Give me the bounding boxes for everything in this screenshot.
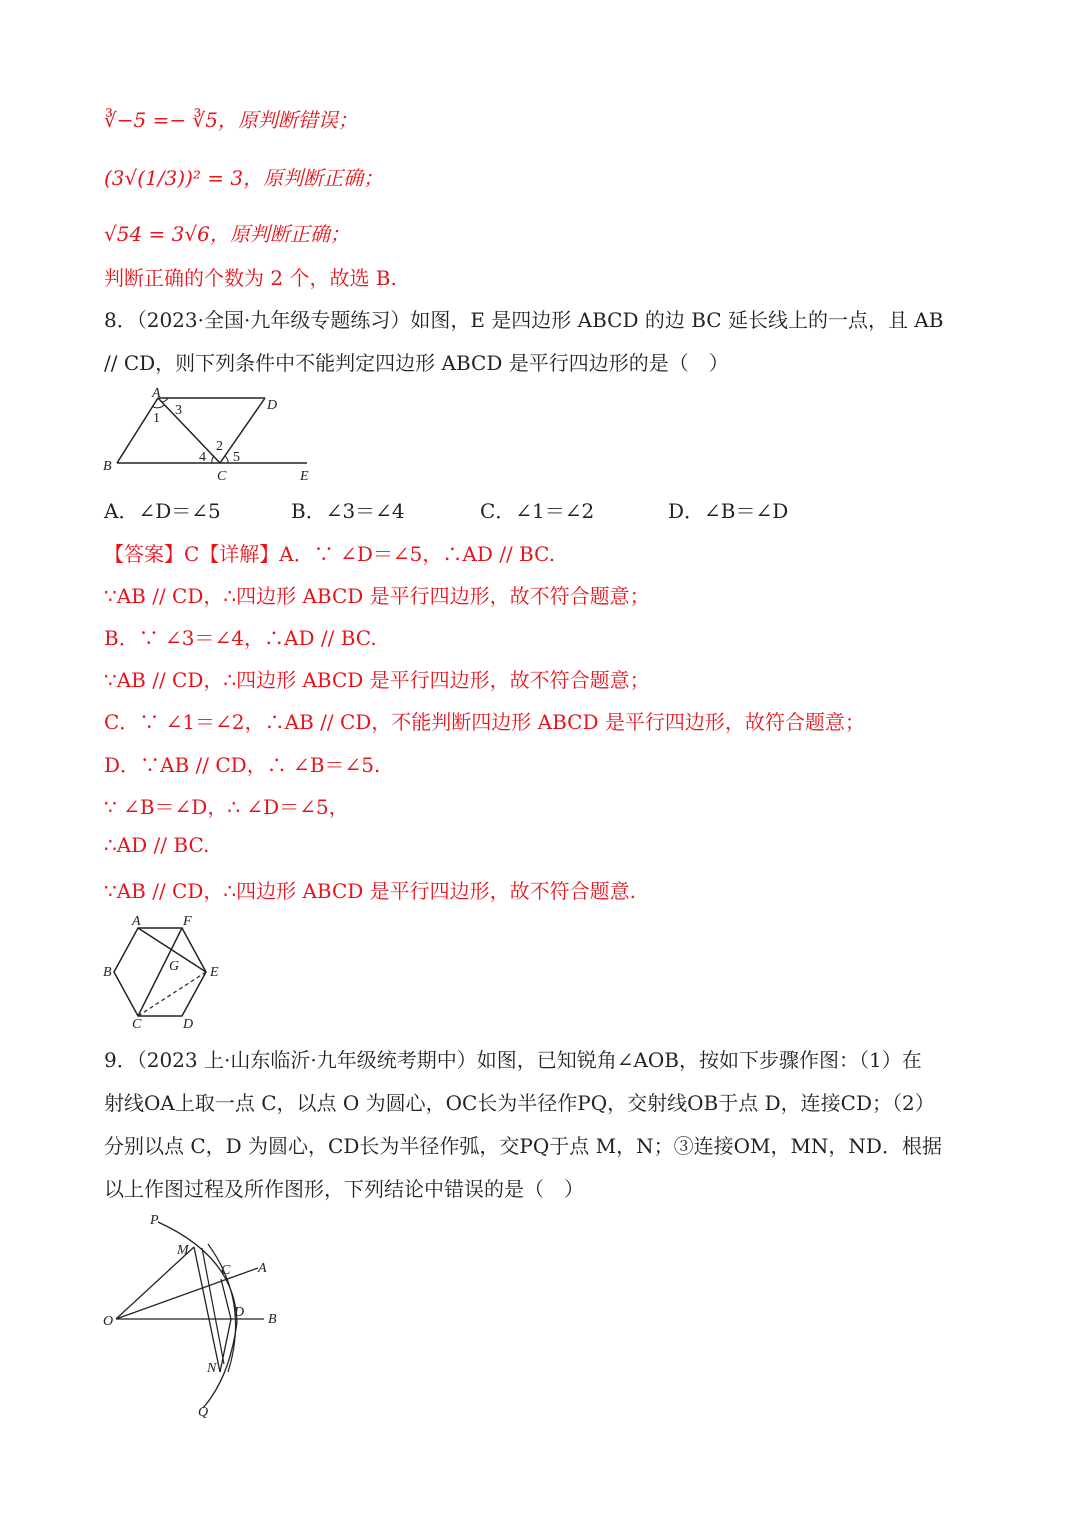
q9-label-b: B [268, 1312, 277, 1327]
prev-solution-conclusion: 判断正确的个数为 2 个，故选 B. [104, 266, 397, 290]
q8-line-ab [117, 398, 158, 463]
q9-label-n: N [207, 1361, 217, 1376]
q8-label-d: D [267, 398, 278, 413]
q8-angle-3: 3 [175, 403, 182, 418]
q9-construction-figure [100, 1212, 300, 1422]
q8-label-b: B [103, 459, 112, 474]
q8-option-b[interactable]: B．∠3＝∠4 [291, 499, 405, 523]
hex-label-d: D [183, 1017, 194, 1032]
hex-label-e: E [210, 965, 219, 980]
q8-label-a: A [152, 386, 161, 401]
q8-label-c: C [217, 469, 227, 484]
q8-answer-line-7: ∵ ∠B＝∠D，∴ ∠D＝∠5， [104, 795, 349, 819]
q8-angle-2: 2 [216, 439, 223, 454]
q8-angle-1: 1 [153, 411, 160, 426]
q8-stem-line-1: 8．（2023·全国·九年级专题练习）如图，E 是四边形 ABCD 的边 BC 延长线上的一点，且 AB [104, 308, 944, 332]
q9-arc-pq [158, 1222, 237, 1408]
hex-label-b: B [103, 965, 112, 980]
hex-label-g: G [169, 959, 180, 974]
q9-label-q: Q [198, 1405, 209, 1420]
q8-angle-5: 5 [233, 450, 240, 465]
q8-answer-line-6: D．∵AB // CD，∴ ∠B＝∠5. [104, 753, 381, 777]
q8-answer-line-3: B．∵ ∠3＝∠4，∴AD // BC. [104, 626, 377, 650]
q9-stem-line-3: 分别以点 C，D 为圆心，CD长为半径作弧，交PQ于点 M，N；③连接OM，MN，ND．根据 [104, 1134, 942, 1158]
q8-option-d[interactable]: D．∠B＝∠D [668, 499, 789, 523]
q8-answer-line-4: ∵AB // CD，∴四边形 ABCD 是平行四边形，故不符合题意； [104, 668, 650, 692]
prev-solution-line-1: ∛−5 =− ∛5，原判断错误； [104, 108, 358, 132]
q9-label-d: D [234, 1305, 245, 1320]
hex-label-a: A [132, 914, 141, 929]
hex-label-c: C [132, 1017, 142, 1032]
q9-label-p: P [150, 1213, 159, 1228]
q8-option-a[interactable]: A．∠D＝∠5 [104, 499, 221, 523]
prev-solution-line-3: √54 = 3√6，原判断正确； [104, 222, 350, 246]
q9-segment-nd [220, 1319, 231, 1372]
q8-stem-line-2: // CD，则下列条件中不能判定四边形 ABCD 是平行四边形的是（ ） [104, 351, 729, 375]
q9-label-m: M [177, 1243, 189, 1258]
q9-label-o: O [103, 1314, 114, 1329]
q8-answer-line-8: ∴AD // BC. [104, 833, 210, 857]
q8-option-c[interactable]: C．∠1＝∠2 [480, 499, 595, 523]
prev-solution-line-2: (3√(1/3))² = 3，原判断正确； [104, 166, 384, 190]
q9-stem-line-2: 射线OA上取一点 C，以点 O 为圆心，OC长为半径作PQ，交射线OB于点 D，连接CD；（2） [104, 1091, 935, 1115]
q8-line-cd [220, 398, 265, 463]
q9-label-c: C [221, 1263, 231, 1278]
hex-label-f: F [183, 914, 192, 929]
q8-answer-line-1: 【答案】C【详解】A．∵ ∠D＝∠5，∴AD // BC. [104, 542, 556, 566]
q8-figure-quadrilateral [100, 386, 330, 486]
q9-label-a: A [258, 1261, 267, 1276]
q9-segment-mn [194, 1247, 220, 1372]
q8-answer-line-2: ∵AB // CD，∴四边形 ABCD 是平行四边形，故不符合题意； [104, 584, 650, 608]
q9-stem-line-1: 9．（2023 上·山东临沂·九年级统考期中）如图，已知锐角∠AOB，按如下步骤作图：（1）在 [104, 1048, 922, 1072]
q8-line-ac [158, 398, 220, 463]
q8-label-e: E [300, 469, 309, 484]
q9-stem-line-4: 以上作图过程及所作图形，下列结论中错误的是（ ） [104, 1177, 584, 1201]
q8-answer-line-9: ∵AB // CD，∴四边形 ABCD 是平行四边形，故不符合题意. [104, 879, 637, 903]
q8-angle-4: 4 [199, 450, 206, 465]
q8-hexagon-figure [100, 912, 230, 1032]
q8-answer-line-5: C．∵ ∠1＝∠2，∴AB // CD，不能判断四边形 ABCD 是平行四边形，故符合题意； [104, 710, 865, 734]
